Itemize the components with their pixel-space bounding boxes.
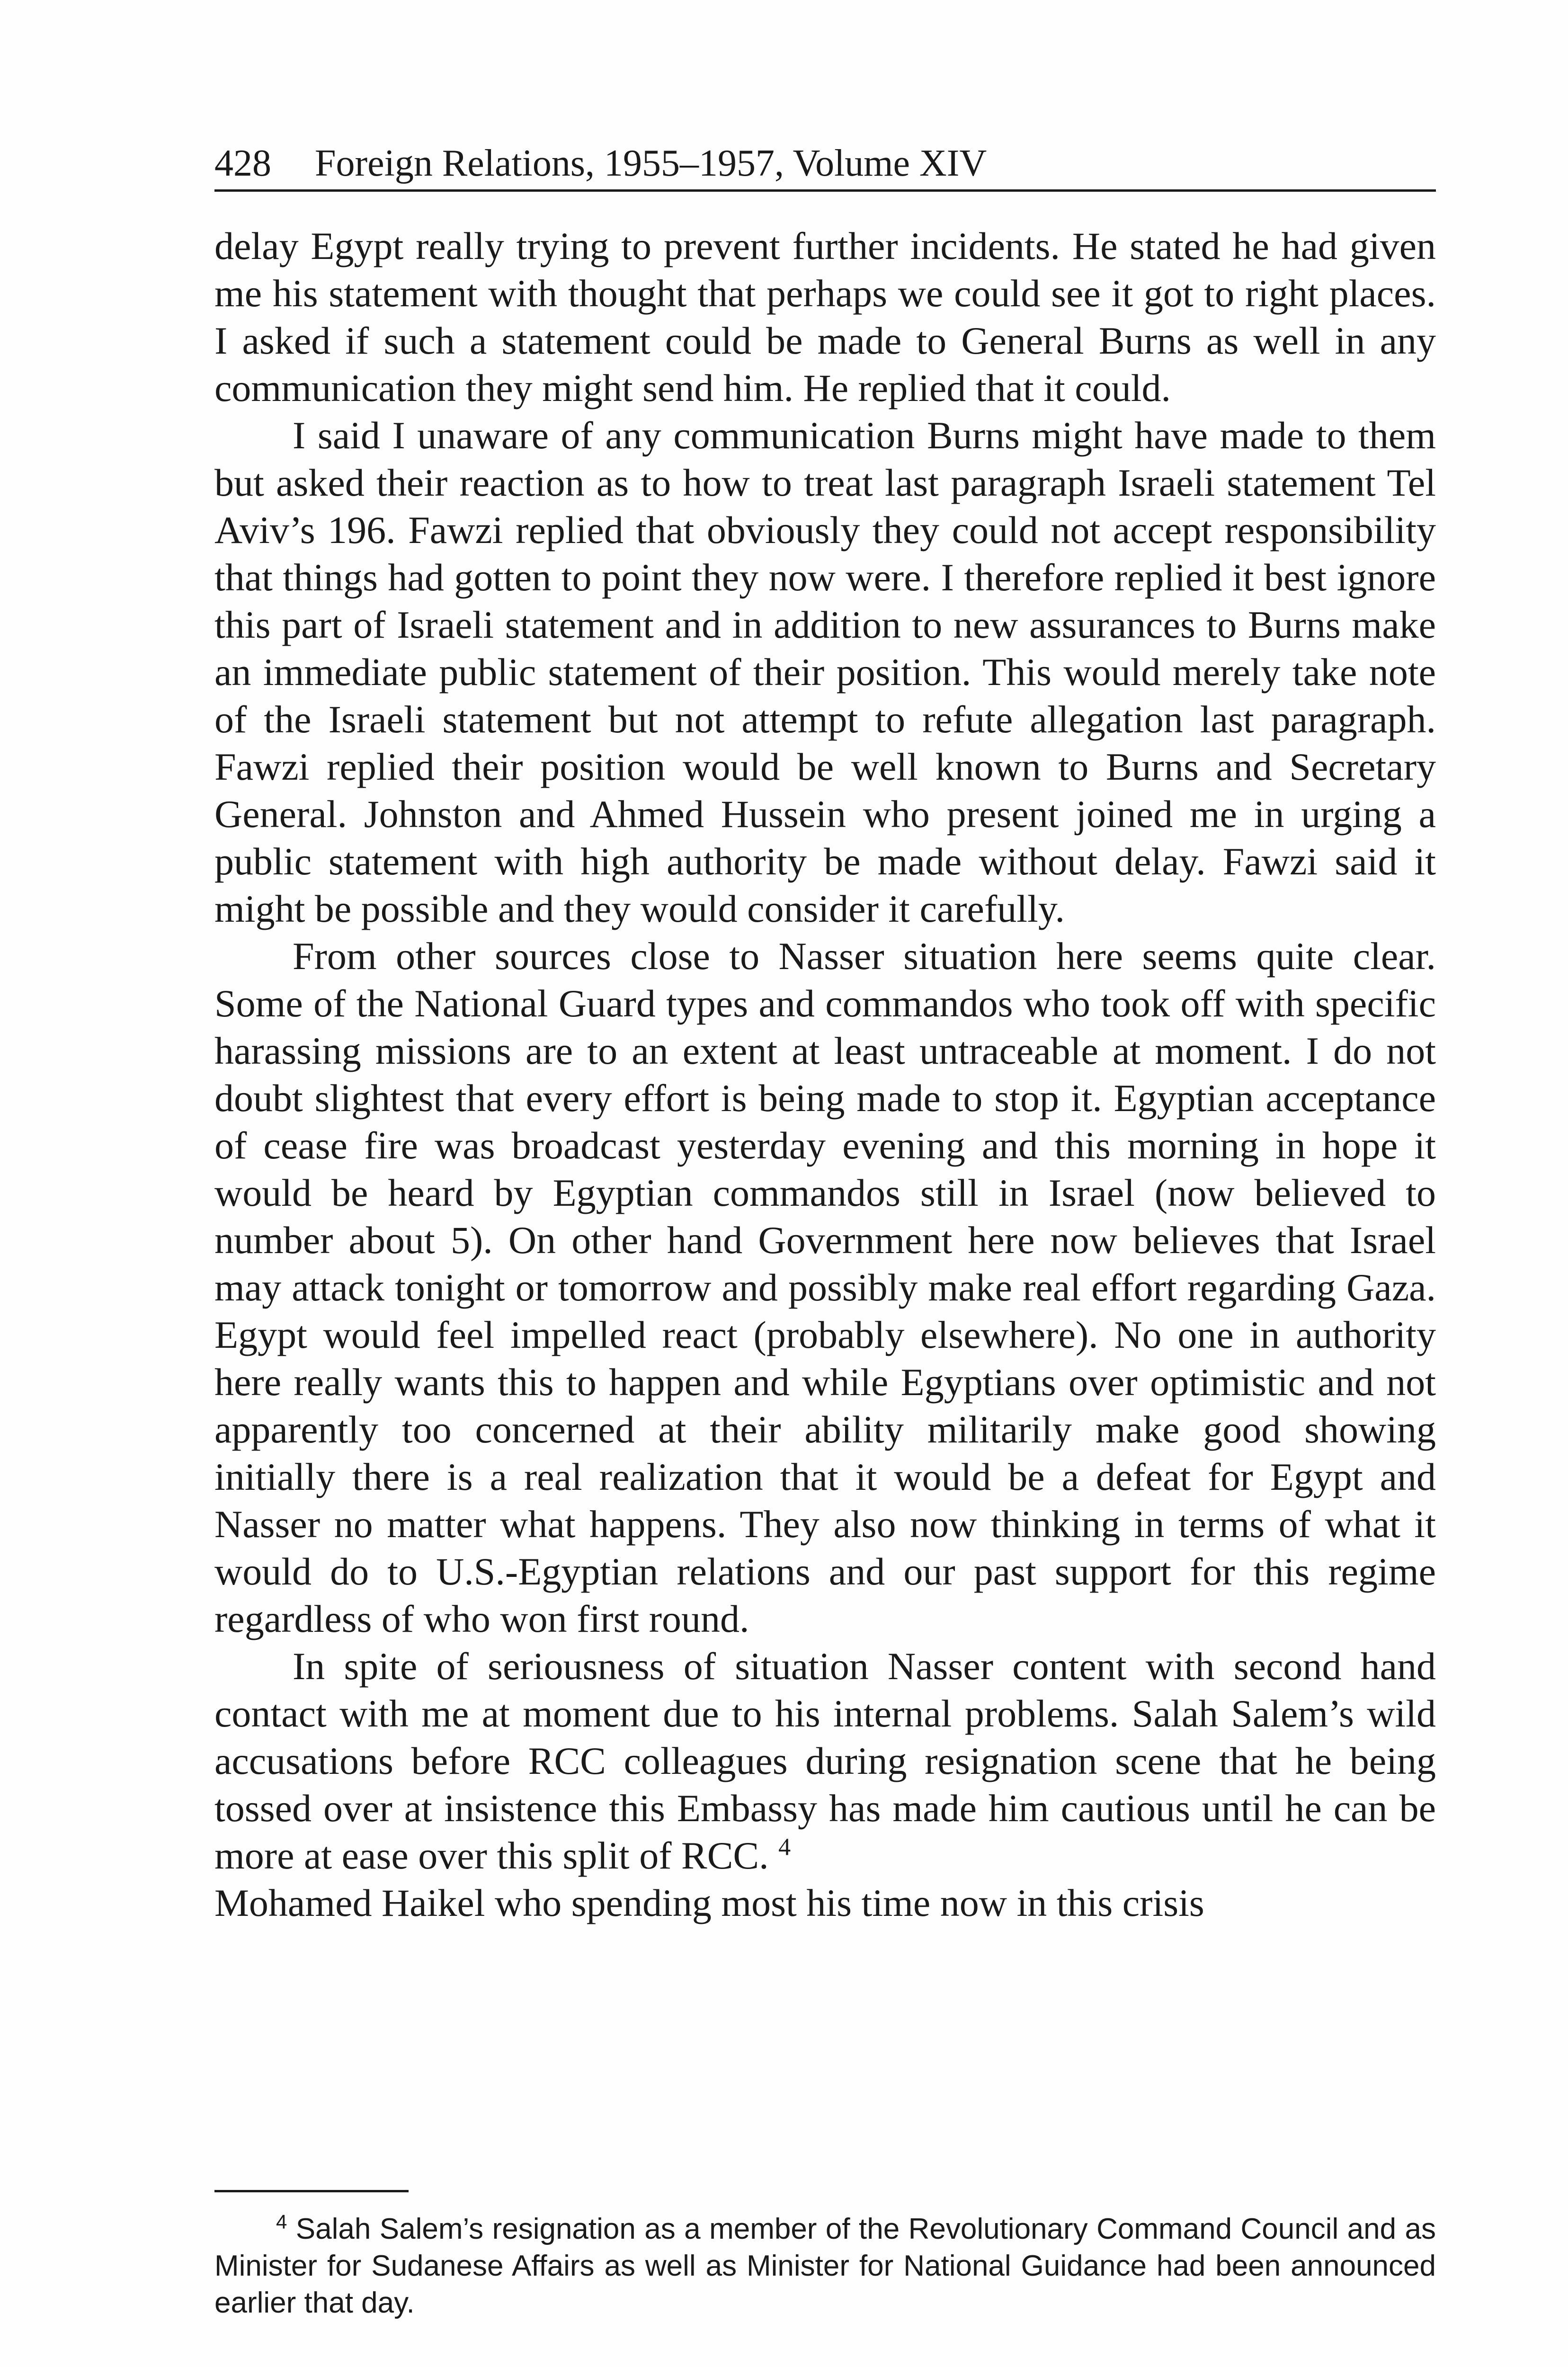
paragraph-continued: delay Egypt really trying to prevent further incidents. He stated he had given me his statement with thought that perhaps we could see it got to right places. I asked if such a statement could be made to General Burns as well in any communication they might send him. He replied that it could.	[214, 224, 1436, 409]
running-head	[214, 137, 1436, 192]
footnote-divider	[214, 2190, 409, 2192]
footnote-reference[interactable]: 4	[778, 1833, 791, 1861]
footnote	[214, 2211, 1436, 2322]
footnote-mark: 4	[276, 2210, 287, 2233]
paragraph-nasser-sources: From other sources close to Nasser situation here seems quite clear. Some of the National Guard types and commandos who took off with specific harassing missions are to an extent at least untraceable at moment. I do not doubt slightest that every effort is being made to stop it. Egyptian acceptance of cease fire was broadcast yesterday evening and this morning in hope it would be heard by Egyptian commandos still in Israel (now believed to number about 5). On other hand Government here now believes that Israel may attack tonight or tomorrow and possibly make real effort regarding Gaza. Egypt would feel impelled react (probably elsewhere). No one in authority here really wants this to happen and while Egyptians over optimistic and not apparently too concerned at their ability militarily make good showing initially there is a real realization that it would be a defeat for Egypt and Nasser no matter what happens. They also now thinking in terms of what it would do to U.S.-Egyptian relations and our past support for this regime regardless of who won first round.	[214, 934, 1436, 1640]
paragraph-internal-problems-text: In spite of seriousness of situation Nasser content with second hand contact with me at moment due to his internal problems. Salah Salem’s wild accusations before RCC colleagues during resignation scene that he being tossed over at insistence this Embassy has made him cautious until he can be more at ease over this split of RCC.	[214, 1645, 1436, 1877]
body-text	[214, 222, 1436, 1927]
paragraph-haikel-text: Mohamed Haikel who spending most his time now in this crisis	[214, 1881, 1204, 1924]
footnote-text: Salah Salem’s resignation as a member of the Revolutionary Command Council and as Minister for Sudanese Affairs as well as Minister for National Guidance had been announced earlier that day.	[214, 2213, 1436, 2319]
page-number: 428	[214, 142, 271, 184]
volume-title: Foreign Relations, 1955–1957, Volume XIV	[315, 142, 987, 184]
paragraph-internal-problems	[214, 1643, 1436, 1927]
paragraph-fawzi-reaction: I said I unaware of any communication Burns might have made to them but asked their reaction as to how to treat last paragraph Israeli statement Tel Aviv’s 196. Fawzi replied that obviously they could not accept responsibility that things had gotten to point they now were. I therefore replied it best ignore this part of Israeli statement and in addition to new assurances to Burns make an immediate public statement of their position. This would merely take note of the Israeli statement but not attempt to refute allegation last paragraph. Fawzi replied their position would be well known to Burns and Secretary General. Johnston and Ahmed Hussein who present joined me in urging a public statement with high authority be made without delay. Fawzi said it might be possible and they would consider it carefully.	[214, 414, 1436, 930]
